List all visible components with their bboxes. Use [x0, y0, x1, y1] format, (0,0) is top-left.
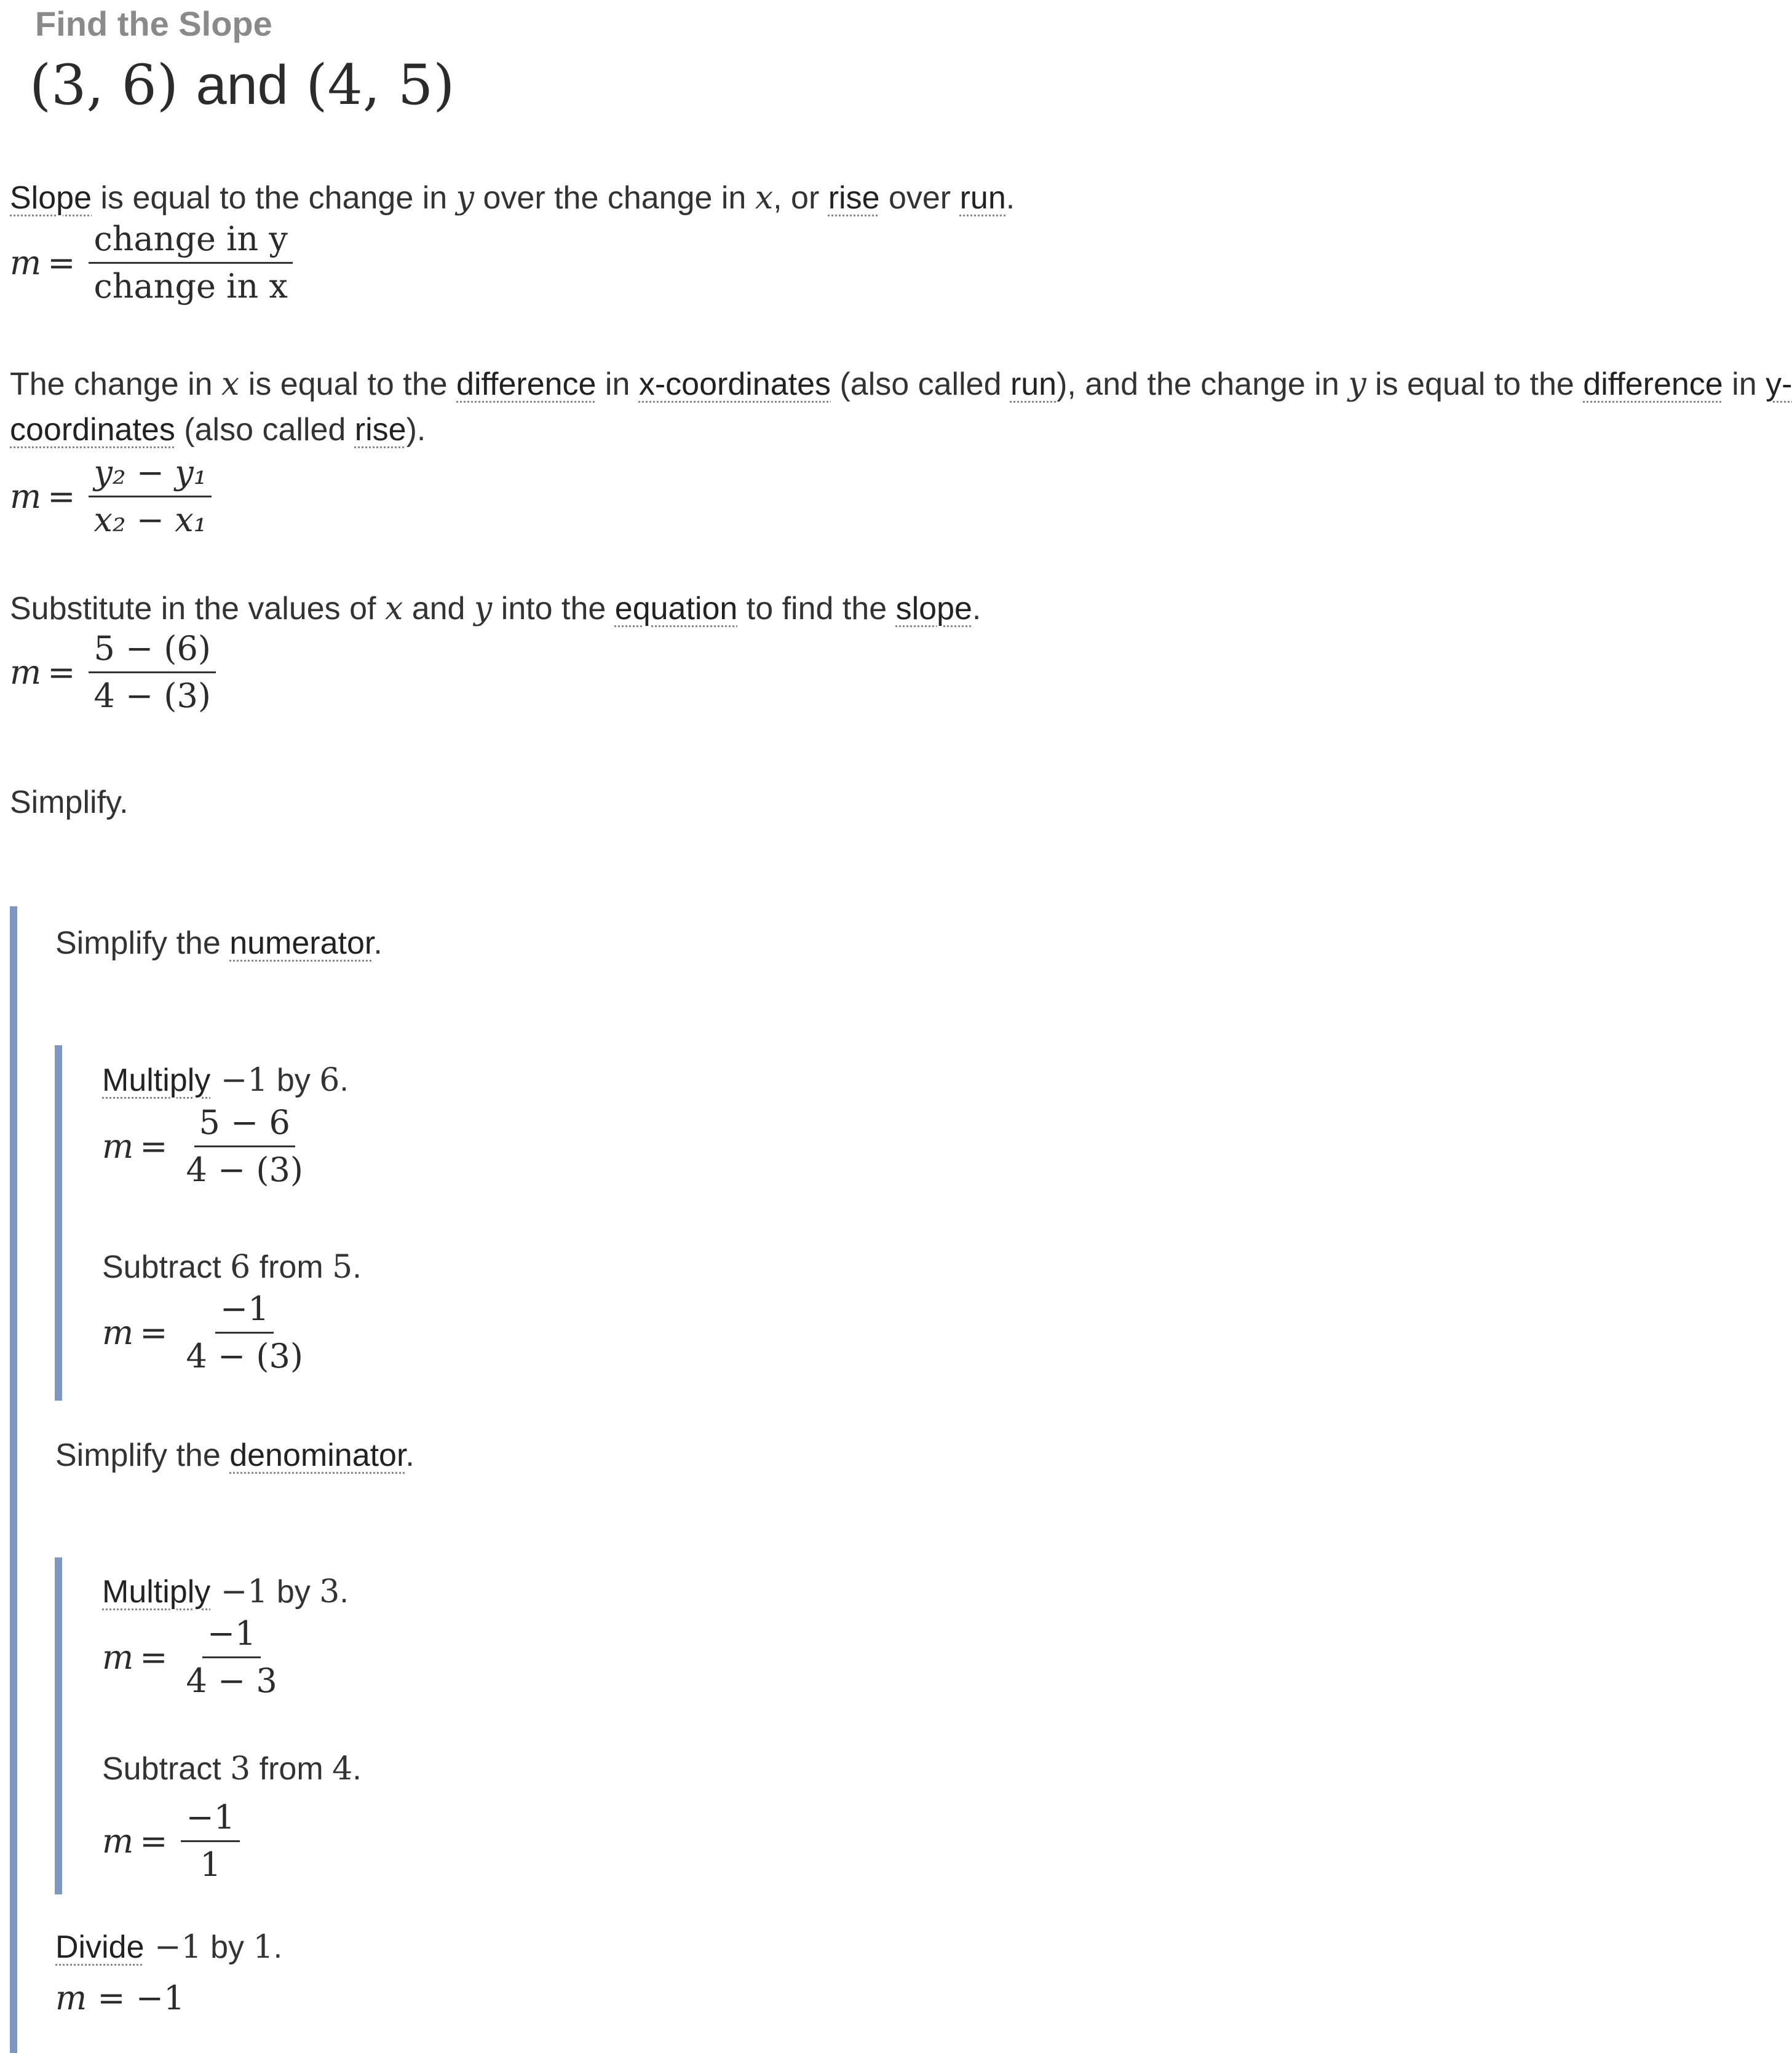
multiply-link[interactable]: Multiply: [102, 1062, 211, 1098]
simplify-denominator-text: Simplify the denominator.: [55, 1438, 414, 1473]
run-link[interactable]: run: [959, 180, 1006, 216]
step2-text-line1: The change in x is equal to the difference in x-coordinates (also called run), and the change in y is equal to the difference in y-: [10, 366, 1792, 403]
subtract-step-1-equation: m = $\frac{-1}{4 - (3)}$: [102, 1290, 308, 1375]
point-one: (3, 6): [30, 53, 178, 117]
multiply-link[interactable]: Multiply: [102, 1574, 211, 1610]
substep-border: [55, 1557, 62, 1894]
page-title: Find the Slope: [35, 4, 272, 43]
problem-and: and: [196, 55, 288, 116]
substep-border: [10, 906, 17, 2053]
divide-link[interactable]: Divide: [55, 1929, 145, 1965]
multiply-step-2-equation: m = $\frac{-1}{4 - 3}$: [102, 1615, 282, 1700]
step2-text-line2: coordinates (also called rise).: [10, 412, 426, 448]
simplify-numerator-text: Simplify the numerator.: [55, 925, 383, 961]
fraction: $\frac{-1}{4 - (3)}$: [186, 1289, 303, 1375]
subtract-step-1: Subtract 6 from 5.: [102, 1249, 362, 1286]
step1-equation: m = $\frac{\text{change in y}}{\text{change in x}}$: [10, 220, 293, 306]
slope-link[interactable]: Slope: [10, 180, 92, 216]
coordinates-link[interactable]: coordinates: [10, 412, 175, 448]
final-answer: m = −1: [55, 1979, 185, 2017]
point-two: (4, 5): [306, 53, 455, 117]
step1-text: Slope is equal to the change in y over the change in x, or rise over run.: [10, 180, 1015, 216]
multiply-step-1: Multiply −1 by 6.: [102, 1062, 349, 1099]
run-link[interactable]: run: [1010, 366, 1057, 402]
fraction: $\frac{5 - (6)}{4 - (3)}$: [89, 630, 215, 715]
difference-link[interactable]: difference: [456, 366, 597, 402]
fraction: $\frac{\text{y₂ − y₁}}{\text{x₂ − x₁}}$: [89, 454, 212, 539]
step2-equation: m = $\frac{\text{y₂ − y₁}}{\text{x₂ − x₁}}$: [10, 454, 212, 539]
divide-step: Divide −1 by 1.: [55, 1929, 283, 1966]
fraction: $\frac{\text{change in y}}{\text{change in x}}$: [89, 220, 292, 306]
fraction: $\frac{-1}{1}$: [181, 1798, 240, 1884]
x-coordinates-link[interactable]: x-coordinates: [638, 366, 831, 402]
step4-text: Simplify.: [10, 785, 129, 820]
fraction: $\frac{-1}{4 - 3}$: [186, 1614, 277, 1700]
numerator-link[interactable]: numerator: [229, 925, 374, 961]
denominator-link[interactable]: denominator: [229, 1438, 406, 1473]
problem-statement: [30, 53, 454, 117]
rise-link[interactable]: rise: [354, 412, 406, 448]
substep-border: [55, 1045, 62, 1401]
difference-link[interactable]: difference: [1583, 366, 1723, 402]
subtract-step-2: Subtract 3 from 4.: [102, 1750, 362, 1787]
multiply-step-2: Multiply −1 by 3.: [102, 1573, 349, 1610]
fraction: $\frac{5 - 6}{4 - (3)}$: [186, 1103, 303, 1189]
step3-text: Substitute in the values of x and y into the equation to find the slope.: [10, 590, 981, 627]
rise-link[interactable]: rise: [828, 180, 880, 216]
multiply-step-1-equation: m = $\frac{5 - 6}{4 - (3)}$: [102, 1104, 308, 1189]
equation-link[interactable]: equation: [614, 591, 738, 627]
y-coordinates-link[interactable]: y-: [1766, 366, 1792, 402]
step3-equation: m = $\frac{5 - (6)}{4 - (3)}$: [10, 630, 216, 715]
slope-link[interactable]: slope: [895, 591, 972, 627]
subtract-step-2-equation: m = $\frac{-1}{1}$: [102, 1798, 240, 1884]
